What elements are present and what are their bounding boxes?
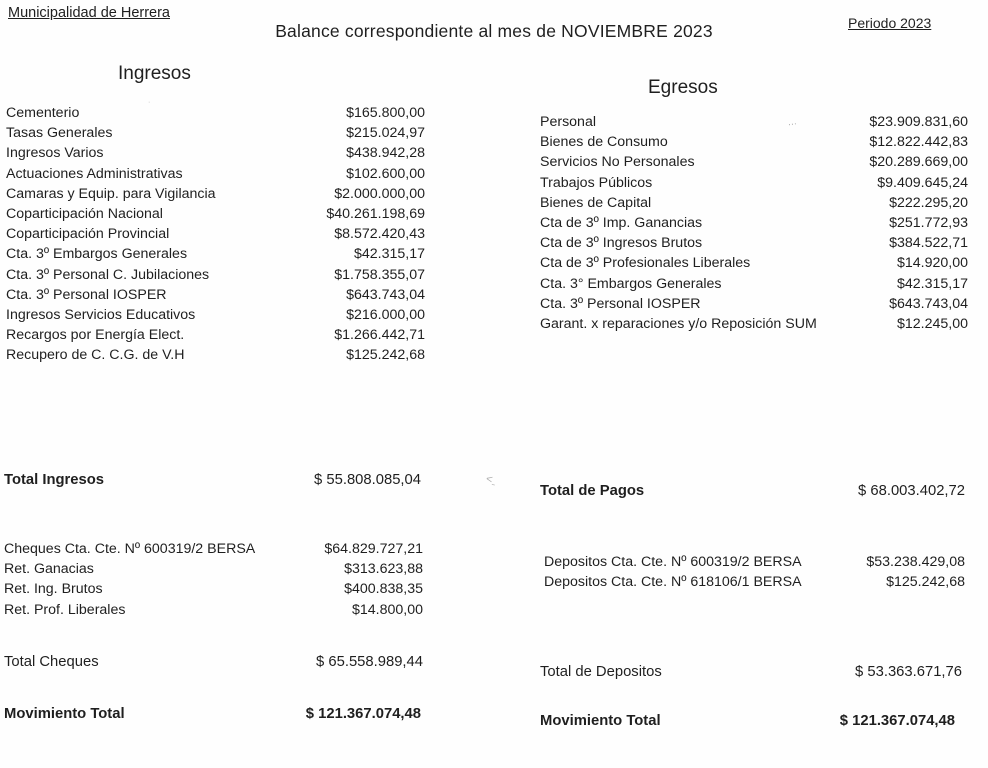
ingresos-item-label: Cementerio (6, 105, 80, 121)
movimiento-total-right-label: Movimiento Total (540, 713, 661, 729)
movimiento-total-left-row (4, 706, 421, 722)
ingresos-item-label: Tasas Generales (6, 125, 113, 142)
ingresos-row (6, 246, 425, 266)
egresos-row (540, 276, 968, 296)
depositos-item-label: Depositos Cta. Cte. Nº 600319/2 BERSA (544, 554, 802, 570)
ingresos-row (6, 347, 425, 367)
ingresos-item-amount: $438.942,28 (346, 145, 425, 162)
egresos-row (540, 175, 968, 195)
egresos-item-label: Cta de 3º Profesionales Liberales (540, 255, 751, 272)
movimiento-total-right-row (540, 713, 955, 729)
egresos-list (540, 114, 968, 336)
total-pagos-label: Total de Pagos (540, 483, 645, 499)
ingresos-item-label: Cta. 3º Embargos Generales (6, 246, 188, 263)
ingresos-row (6, 307, 425, 327)
ingresos-item-label: Cta. 3º Personal C. Jubilaciones (6, 266, 210, 283)
scan-artifact: ˂ˍ (484, 473, 498, 487)
total-ingresos-row (4, 472, 421, 488)
depositos-item-amount: $53.238.429,08 (866, 554, 965, 570)
cheques-row (4, 541, 423, 561)
ingresos-row (6, 105, 425, 125)
ingresos-item-amount: $643.743,04 (346, 286, 425, 303)
egresos-row (540, 235, 968, 255)
ingresos-item-amount: $8.572.420,43 (334, 226, 425, 243)
ingresos-item-amount: $102.600,00 (346, 165, 425, 182)
total-pagos-amount: $ 68.003.402,72 (858, 483, 965, 499)
egresos-row (540, 296, 968, 316)
organization-name: Municipalidad de Herrera (8, 5, 170, 21)
cheques-list (4, 541, 423, 622)
ingresos-heading: Ingresos (118, 63, 191, 84)
egresos-heading: Egresos (648, 77, 718, 98)
total-depositos-row (540, 664, 962, 680)
depositos-item-amount: $125.242,68 (886, 574, 965, 591)
egresos-item-label: Personal (540, 114, 596, 130)
ingresos-item-amount: $1.266.442,71 (334, 327, 425, 344)
ingresos-row (6, 267, 425, 287)
ingresos-item-label: Recargos por Energía Elect. (6, 327, 185, 344)
ingresos-row (6, 166, 425, 186)
total-cheques-amount: $ 65.558.989,44 (316, 654, 423, 670)
egresos-item-amount: $12.822.442,83 (869, 134, 968, 151)
egresos-item-amount: $20.289.669,00 (869, 154, 968, 171)
ingresos-row (6, 226, 425, 246)
ingresos-item-amount: $1.758.355,07 (334, 266, 425, 283)
ingresos-item-amount: $165.800,00 (346, 105, 425, 121)
ingresos-item-amount: $215.024,97 (346, 125, 425, 142)
egresos-item-amount: $222.295,20 (889, 194, 968, 211)
ingresos-item-amount: $125.242,68 (346, 347, 425, 364)
egresos-row (540, 316, 968, 336)
total-ingresos-amount: $ 55.808.085,04 (314, 472, 421, 488)
ingresos-item-label: Camaras y Equip. para Vigilancia (6, 185, 216, 202)
egresos-row (540, 114, 968, 134)
total-pagos-row (540, 483, 965, 499)
cheques-row (4, 561, 423, 581)
egresos-item-amount: $42.315,17 (896, 275, 968, 292)
total-depositos-label: Total de Depositos (540, 664, 662, 680)
egresos-item-label: Trabajos Públicos (540, 174, 653, 191)
cheques-item-amount: $14.800,00 (351, 601, 423, 618)
ingresos-item-label: Coparticipación Provincial (6, 226, 170, 243)
cheques-item-label: Ret. Ganacias (4, 561, 94, 578)
total-cheques-row (4, 654, 423, 670)
egresos-item-label: Cta de 3º Ingresos Brutos (540, 235, 703, 252)
cheques-row (4, 581, 423, 601)
ingresos-item-label: Actuaciones Administrativas (6, 165, 183, 182)
egresos-row (540, 215, 968, 235)
total-cheques-label: Total Cheques (4, 654, 99, 670)
document-title: Balance correspondiente al mes de NOVIEMBRE 2023 (275, 21, 713, 41)
ingresos-item-amount: $40.261.198,69 (326, 205, 425, 222)
egresos-item-label: Cta de 3º Imp. Ganancias (540, 214, 703, 231)
egresos-row (540, 154, 968, 174)
ingresos-item-label: Ingresos Varios (6, 145, 104, 162)
scan-artifact: · (148, 99, 151, 106)
egresos-item-label: Servicios No Personales (540, 154, 695, 171)
egresos-row (540, 255, 968, 275)
depositos-item-label: Depositos Cta. Cte. Nº 618106/1 BERSA (544, 574, 802, 591)
cheques-item-amount: $400.838,35 (344, 581, 423, 598)
cheques-item-label: Ret. Prof. Liberales (4, 601, 126, 618)
total-ingresos-label: Total Ingresos (4, 472, 105, 488)
egresos-item-amount: $23.909.831,60 (869, 114, 968, 130)
egresos-item-label: Cta. 3º Personal IOSPER (540, 295, 701, 312)
egresos-item-amount: $251.772,93 (889, 214, 968, 231)
ingresos-item-label: Recupero de C. C.G. de V.H (6, 347, 185, 364)
ingresos-row (6, 287, 425, 307)
total-depositos-amount: $ 53.363.671,76 (855, 664, 962, 680)
ingresos-row (6, 125, 425, 145)
depositos-row (544, 574, 965, 594)
egresos-item-label: Bienes de Capital (540, 194, 652, 211)
ingresos-row (6, 206, 425, 226)
egresos-item-amount: $12.245,00 (896, 315, 968, 332)
egresos-item-amount: $9.409.645,24 (877, 174, 968, 191)
depositos-list (544, 554, 965, 594)
cheques-item-amount: $313.623,88 (344, 561, 423, 578)
movimiento-total-left-label: Movimiento Total (4, 706, 125, 722)
egresos-row (540, 195, 968, 215)
movimiento-total-left-amount: $ 121.367.074,48 (305, 706, 421, 722)
egresos-item-label: Garant. x reparaciones y/o Reposición SUM (540, 315, 817, 332)
ingresos-item-label: Cta. 3º Personal IOSPER (6, 286, 167, 303)
egresos-item-amount: $384.522,71 (889, 235, 968, 252)
ingresos-item-label: Ingresos Servicios Educativos (6, 306, 196, 323)
ingresos-item-label: Coparticipación Nacional (6, 205, 163, 222)
movimiento-total-right-amount: $ 121.367.074,48 (839, 713, 955, 729)
ingresos-row (6, 327, 425, 347)
cheques-item-label: Cheques Cta. Cte. Nº 600319/2 BERSA (4, 541, 256, 557)
egresos-item-label: Cta. 3° Embargos Generales (540, 275, 722, 292)
scan-artifact: ⋯ (787, 118, 798, 130)
ingresos-item-amount: $42.315,17 (353, 246, 425, 263)
egresos-item-label: Bienes de Consumo (540, 134, 668, 151)
ingresos-item-amount: $2.000.000,00 (334, 185, 425, 202)
cheques-row (4, 602, 423, 622)
egresos-row (540, 134, 968, 154)
egresos-item-amount: $643.743,04 (889, 295, 968, 312)
cheques-item-label: Ret. Ing. Brutos (4, 581, 103, 598)
ingresos-row (6, 186, 425, 206)
period-label: Periodo 2023 (848, 15, 932, 31)
egresos-item-amount: $14.920,00 (896, 255, 968, 272)
cheques-item-amount: $64.829.727,21 (324, 541, 423, 557)
ingresos-row (6, 145, 425, 165)
ingresos-list (6, 105, 425, 367)
ingresos-item-amount: $216.000,00 (346, 306, 425, 323)
depositos-row (544, 554, 965, 574)
